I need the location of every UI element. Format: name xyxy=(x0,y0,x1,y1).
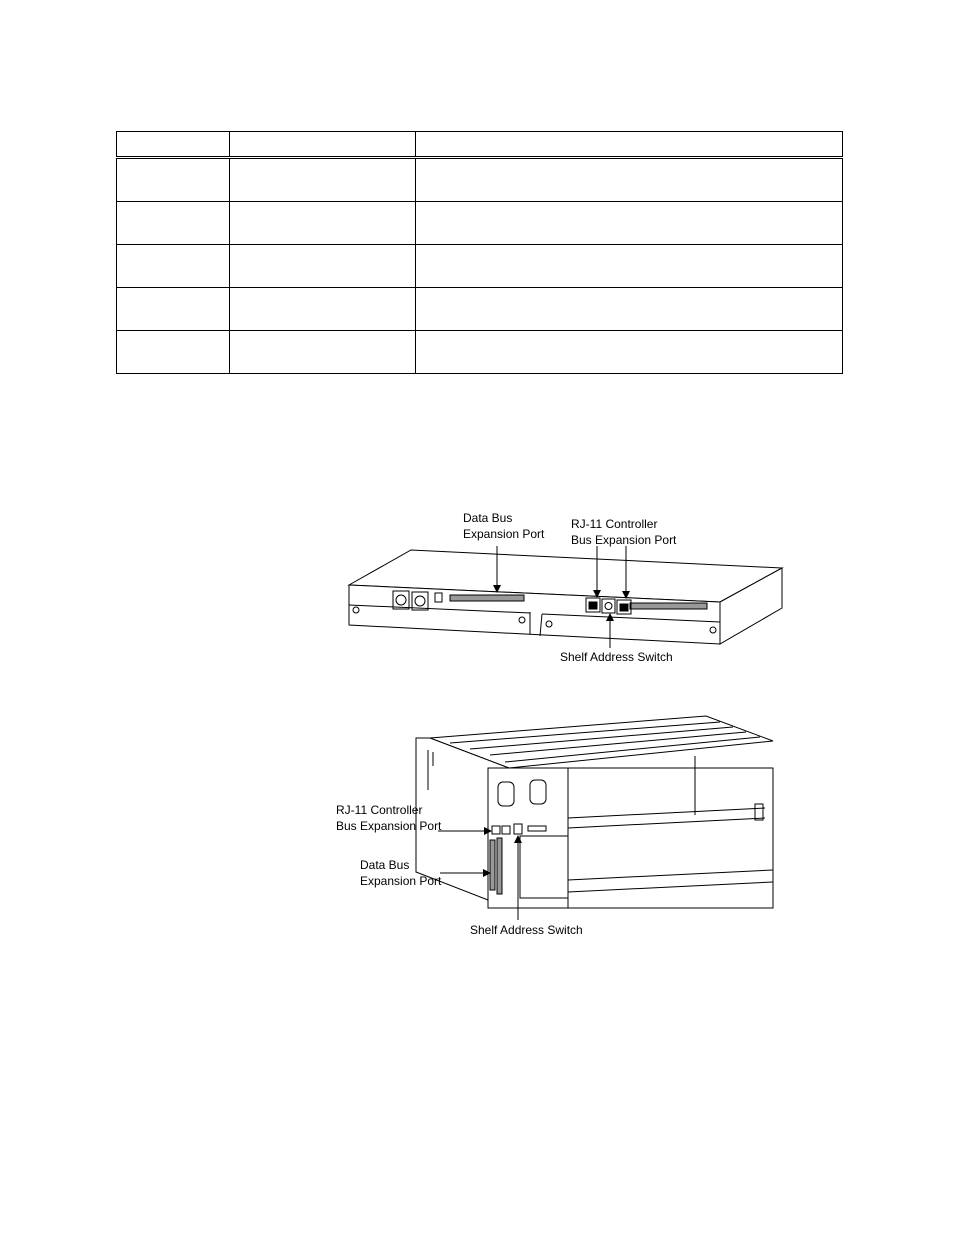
label-line: Data Bus xyxy=(360,858,410,872)
shelf-address-label: Shelf Address Switch xyxy=(470,923,583,937)
rj11-label xyxy=(336,802,441,834)
label-line: Bus Expansion Port xyxy=(336,819,442,833)
data-bus-label xyxy=(463,510,544,542)
label-line: RJ-11 Controller xyxy=(571,517,658,531)
label-line: Data Bus xyxy=(463,511,513,525)
label-line: RJ-11 Controller xyxy=(336,803,423,817)
label-line: Expansion Port xyxy=(360,874,442,888)
label-line: Expansion Port xyxy=(463,527,545,541)
shelf-chassis-drawing xyxy=(416,716,773,908)
label-line: Bus Expansion Port xyxy=(571,533,677,547)
rj11-label xyxy=(571,516,676,548)
shelf-rear-drawing xyxy=(349,550,782,644)
data-bus-label xyxy=(360,857,441,889)
shelf-address-label: Shelf Address Switch xyxy=(560,650,673,664)
